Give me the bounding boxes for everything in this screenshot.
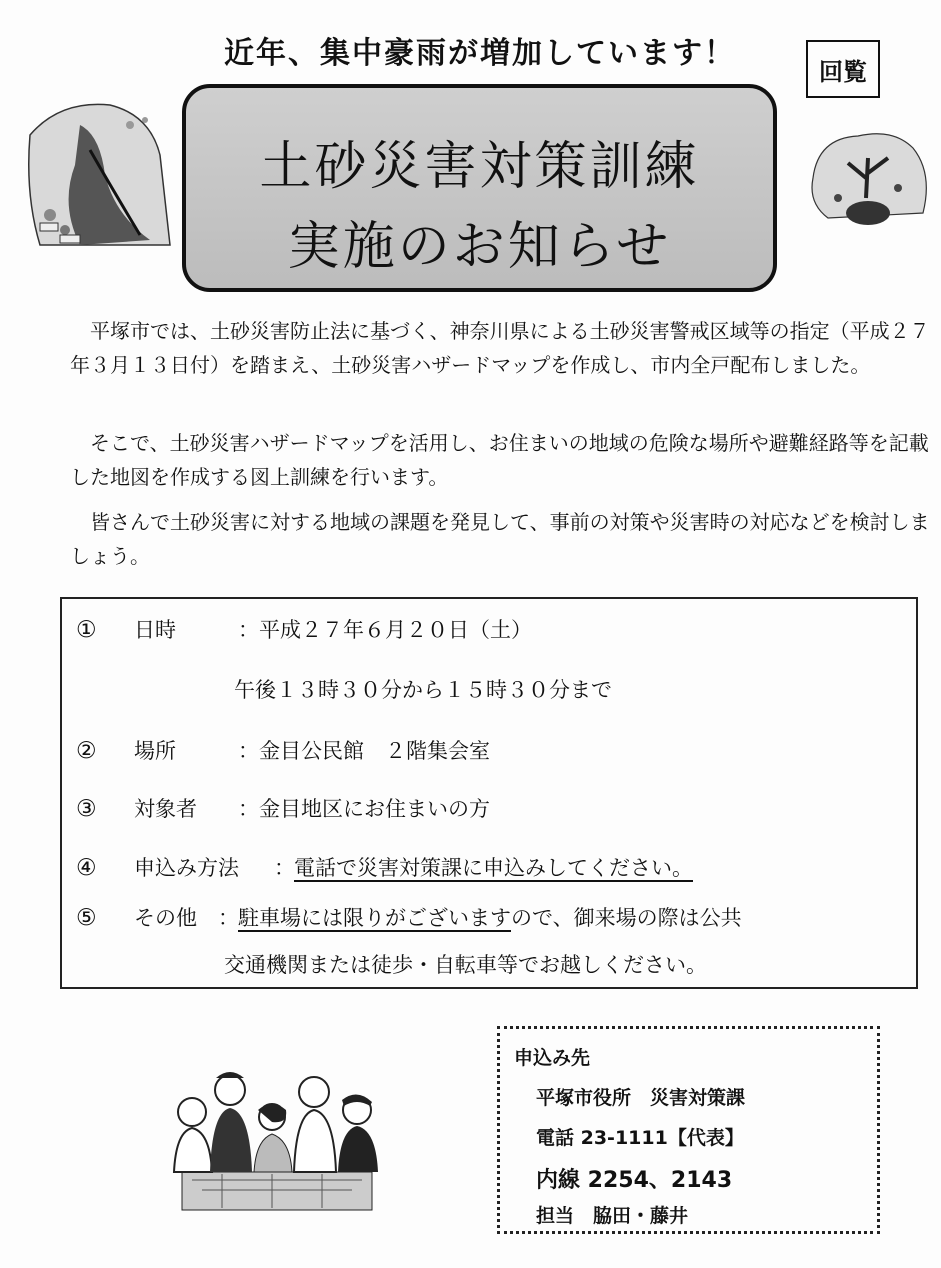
- detail-time: [62, 674, 916, 706]
- item-number: ①: [76, 617, 97, 643]
- other-label: その他: [134, 906, 197, 930]
- detail-date: [62, 614, 916, 646]
- date-value: ：平成２７年６月２０日（土）: [238, 618, 532, 642]
- contact-staff: 担当 脇田・藤井: [536, 1205, 689, 1227]
- detail-place: [62, 735, 916, 767]
- item-number: ②: [76, 738, 97, 764]
- other-value: [238, 902, 742, 934]
- contact-heading: 申込み先: [514, 1047, 591, 1069]
- other-separator: ：: [218, 906, 239, 930]
- apply-separator: ：: [274, 856, 295, 880]
- date-label: 日時: [134, 618, 176, 642]
- title-box: [182, 84, 777, 292]
- headline: 近年、集中豪雨が増加しています！: [224, 36, 736, 71]
- circulation-badge: 回覧: [806, 40, 880, 98]
- contact-extension: 内線 2254、2143: [536, 1168, 733, 1193]
- contact-office: 平塚市役所 災害対策課: [536, 1087, 746, 1109]
- intro-paragraph-3: 皆さんで土砂災害に対する地域の課題を発見して、事前の対策や災害時の対応などを検討しましょう。: [70, 510, 930, 568]
- apply-value: 電話で災害対策課に申込みしてください。: [294, 856, 693, 880]
- people-illustration: [162, 1062, 392, 1212]
- time-value: 午後１３時３０分から１５時３０分まで: [234, 678, 612, 702]
- detail-other-continued: [62, 949, 916, 981]
- other-value-rest: ので、御来場の際は公共: [511, 906, 742, 930]
- contact-box: [497, 1026, 880, 1234]
- item-number: ④: [76, 855, 97, 881]
- details-box: [60, 597, 918, 989]
- item-number: ③: [76, 796, 97, 822]
- other-value-underlined: 駐車場には限りがございます: [238, 906, 511, 930]
- item-number: ⑤: [76, 905, 97, 931]
- detail-apply: [62, 852, 916, 884]
- detail-target: [62, 793, 916, 825]
- intro-paragraph-2: そこで、土砂災害ハザードマップを活用し、お住まいの地域の危険な場所や避難経路等を記載した地図を作成する図上訓練を行います。: [70, 431, 929, 489]
- intro-paragraph-1: 平塚市では、土砂災害防止法に基づく、神奈川県による土砂災害警戒区域等の指定（平成２７年３月１３日付）を踏まえ、土砂災害ハザードマップを作成し、市内全戸配布しました。: [70, 319, 930, 377]
- place-label: 場所: [134, 739, 176, 763]
- landslide-illustration: [20, 95, 175, 255]
- other-value-continued: 交通機関または徒歩・自転車等でお越しください。: [224, 953, 707, 977]
- detail-other: [62, 902, 916, 934]
- tree-illustration: [808, 118, 933, 238]
- title-line-1: 土砂災害対策訓練: [259, 137, 700, 197]
- contact-phone: 電話 23-1111【代表】: [536, 1127, 744, 1149]
- apply-label: 申込み方法: [134, 856, 239, 880]
- title-line-2: 実施のお知らせ: [287, 217, 672, 277]
- target-label: 対象者: [134, 797, 197, 821]
- target-value: ：金目地区にお住まいの方: [238, 797, 490, 821]
- place-value: ：金目公民館 ２階集会室: [238, 739, 490, 763]
